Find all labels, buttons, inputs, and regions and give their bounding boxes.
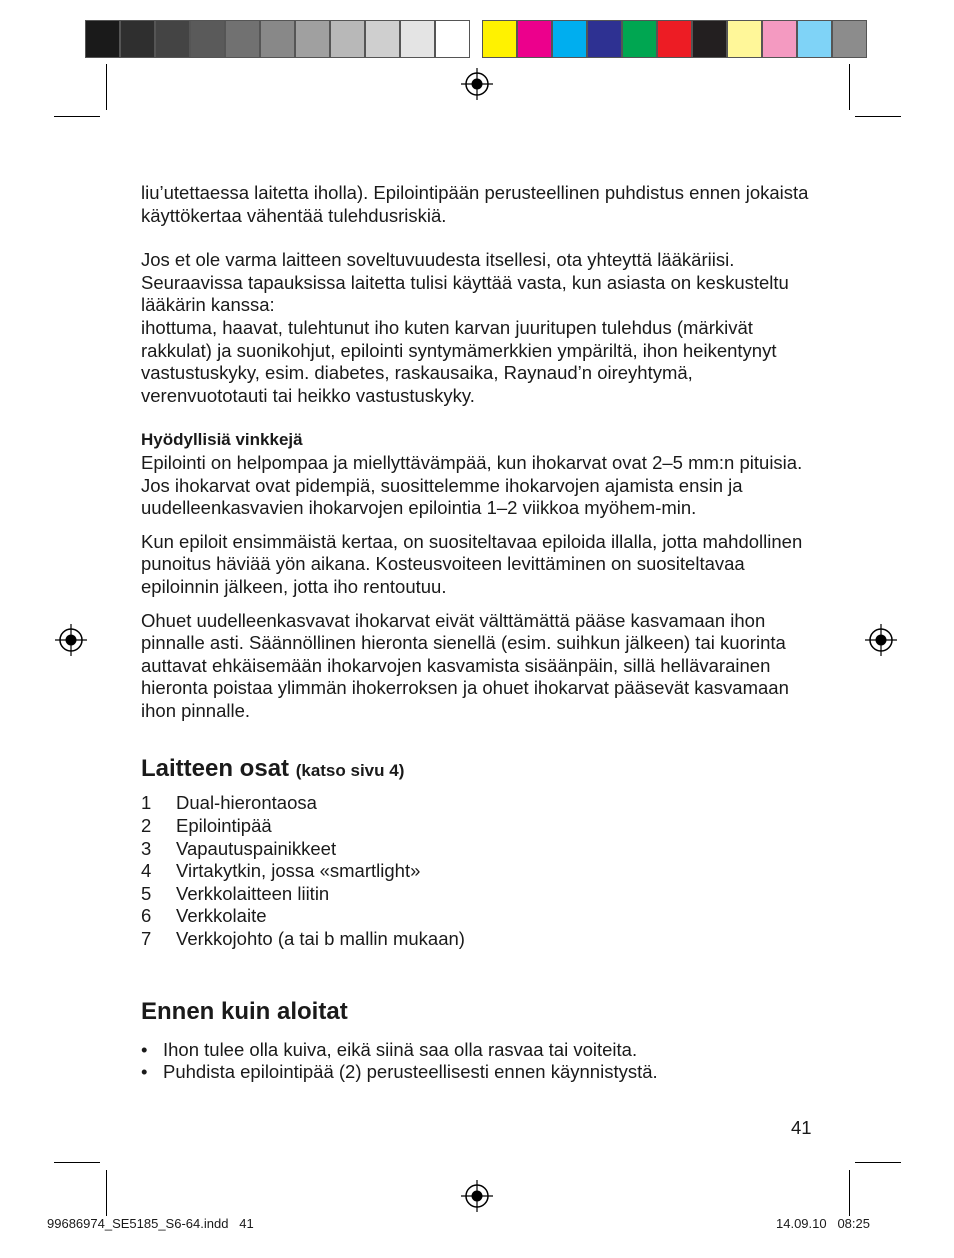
parts-heading-note: (katso sivu 4)	[295, 761, 405, 781]
parts-list-item	[141, 815, 821, 838]
registration-mark-icon	[55, 624, 87, 656]
crop-mark	[849, 1170, 850, 1216]
crop-mark	[855, 116, 901, 117]
parts-list-item	[141, 838, 821, 861]
process-color-bar	[482, 20, 867, 58]
parts-item-number: 2	[141, 815, 152, 837]
parts-item-number: 7	[141, 928, 152, 950]
parts-list-item	[141, 928, 821, 951]
parts-item-number: 5	[141, 882, 152, 904]
before-list	[141, 1039, 821, 1084]
bullet-text: Ihon tulee olla kuiva, eikä siinä saa olla rasvaa tai voiteita.	[163, 1038, 638, 1060]
parts-item-label: Virtakytkin, jossa «smartlight»	[176, 860, 421, 882]
parts-list-item	[141, 883, 821, 906]
body-paragraph: Seuraavissa tapauksissa laitetta tulisi käyttää vasta, kun asiasta on keskusteltu lääkärin kanssa:	[141, 271, 789, 316]
bullet-icon: •	[141, 1061, 148, 1083]
registration-mark-icon	[461, 68, 493, 100]
crop-mark	[849, 64, 850, 110]
color-swatch	[797, 20, 832, 58]
color-swatch	[692, 20, 727, 58]
parts-item-number: 6	[141, 905, 152, 927]
body-paragraph: Jos et ole varma laitteen soveltuvuudesta itsellesi, ota yhteyttä lääkäriisi.	[141, 249, 735, 271]
color-swatch	[587, 20, 622, 58]
parts-heading	[141, 754, 821, 786]
parts-item-label: Dual-hierontaosa	[176, 792, 317, 814]
bullet-icon: •	[141, 1038, 148, 1060]
page-content	[141, 182, 821, 1084]
parts-item-label: Verkkolaitteen liitin	[176, 882, 330, 904]
crop-mark	[54, 1162, 100, 1163]
parts-item-label: Vapautuspainikkeet	[176, 837, 337, 859]
color-swatch	[482, 20, 517, 58]
body-paragraph: ihottuma, haavat, tulehtunut iho kuten karvan juuritupen tulehdus (märkivät rakkulat) ja suonikohjut, epilointi syntymämerkkien ympäriltä, ihon heikentynyt vastustuskyky, esim. diabetes, raskausaika, Raynaud’n oireyhtymä, verenvuototauti tai heikko vastustuskyky.	[141, 316, 777, 406]
tips-heading: Hyödyllisiä vinkkejä	[141, 430, 303, 450]
color-swatch	[517, 20, 552, 58]
parts-item-label: Verkkolaite	[176, 905, 267, 927]
parts-list-item	[141, 905, 821, 928]
parts-heading-title: Laitteen osat	[141, 755, 290, 783]
bullet-list-item	[141, 1061, 821, 1084]
parts-list	[141, 792, 821, 950]
page-number: 41	[791, 1117, 812, 1138]
color-swatch	[400, 20, 435, 58]
color-swatch	[552, 20, 587, 58]
color-swatch	[190, 20, 225, 58]
registration-mark-icon	[865, 624, 897, 656]
body-paragraph: Kun epiloit ensimmäistä kertaa, on suositeltavaa epiloida illalla, jotta mahdollinen punoitus häviää yön aikana. Kosteusvoiteen levittäminen on suositeltavaa epiloinnin jälkeen, jotta iho rentoutuu.	[141, 530, 803, 597]
parts-item-label: Verkkojohto (a tai b mallin mukaan)	[176, 928, 465, 950]
color-swatch	[727, 20, 762, 58]
color-swatch	[225, 20, 260, 58]
color-swatch	[435, 20, 470, 58]
color-swatch	[295, 20, 330, 58]
parts-item-number: 3	[141, 837, 152, 859]
color-swatch	[832, 20, 867, 58]
footer-datetime: 14.09.10 08:25	[776, 1216, 870, 1231]
grayscale-color-bar	[85, 20, 470, 58]
crop-mark	[106, 64, 107, 110]
bullet-text: Puhdista epilointipää (2) perusteellisesti ennen käynnistystä.	[163, 1061, 658, 1083]
body-paragraph: liu’utettaessa laitetta iholla). Epilointipään perusteellinen puhdistus ennen jokaista käyttökertaa vähentää tulehdusriskiä.	[141, 182, 809, 226]
color-swatch	[365, 20, 400, 58]
parts-list-item	[141, 792, 821, 815]
parts-item-label: Epilointipää	[176, 815, 272, 837]
parts-item-number: 4	[141, 860, 152, 882]
color-swatch	[622, 20, 657, 58]
color-swatch	[330, 20, 365, 58]
color-swatch	[155, 20, 190, 58]
parts-item-number: 1	[141, 792, 152, 814]
color-swatch	[120, 20, 155, 58]
color-swatch	[657, 20, 692, 58]
bullet-list-item	[141, 1039, 821, 1062]
before-heading: Ennen kuin aloitat	[141, 997, 348, 1025]
color-swatch	[85, 20, 120, 58]
body-paragraph: Ohuet uudelleenkasvavat ihokarvat eivät välttämättä pääse kasvamaan ihon pinnalle asti. Säännöllinen hieronta sienellä (esim. suihkun jälkeen) tai kuorinta auttavat ehkäisemään ihokarvojen kasvamista sisäänpäin, sillä hellävarainen hieronta poistaa ylimmän ihokerroksen ja ohuet ihokarvat pääsevät kasvamaan ihon pinnalle.	[141, 609, 789, 721]
crop-mark	[106, 1170, 107, 1216]
registration-mark-icon	[461, 1180, 493, 1212]
body-paragraph: Epilointi on helpompaa ja miellyttävämpää, kun ihokarvat ovat 2–5 mm:n pituisia. Jos ihokarvat ovat pidempiä, suosittelemme ihokarvojen ajamista ensin ja uudelleenkasvavien ihokarvojen epilointia 1–2 viikkoa myöhem-min.	[141, 451, 803, 519]
parts-list-item	[141, 860, 821, 883]
crop-mark	[54, 116, 100, 117]
footer-file-info: 99686974_SE5185_S6-64.indd 41	[47, 1216, 254, 1231]
crop-mark	[855, 1162, 901, 1163]
color-swatch	[260, 20, 295, 58]
color-swatch	[762, 20, 797, 58]
